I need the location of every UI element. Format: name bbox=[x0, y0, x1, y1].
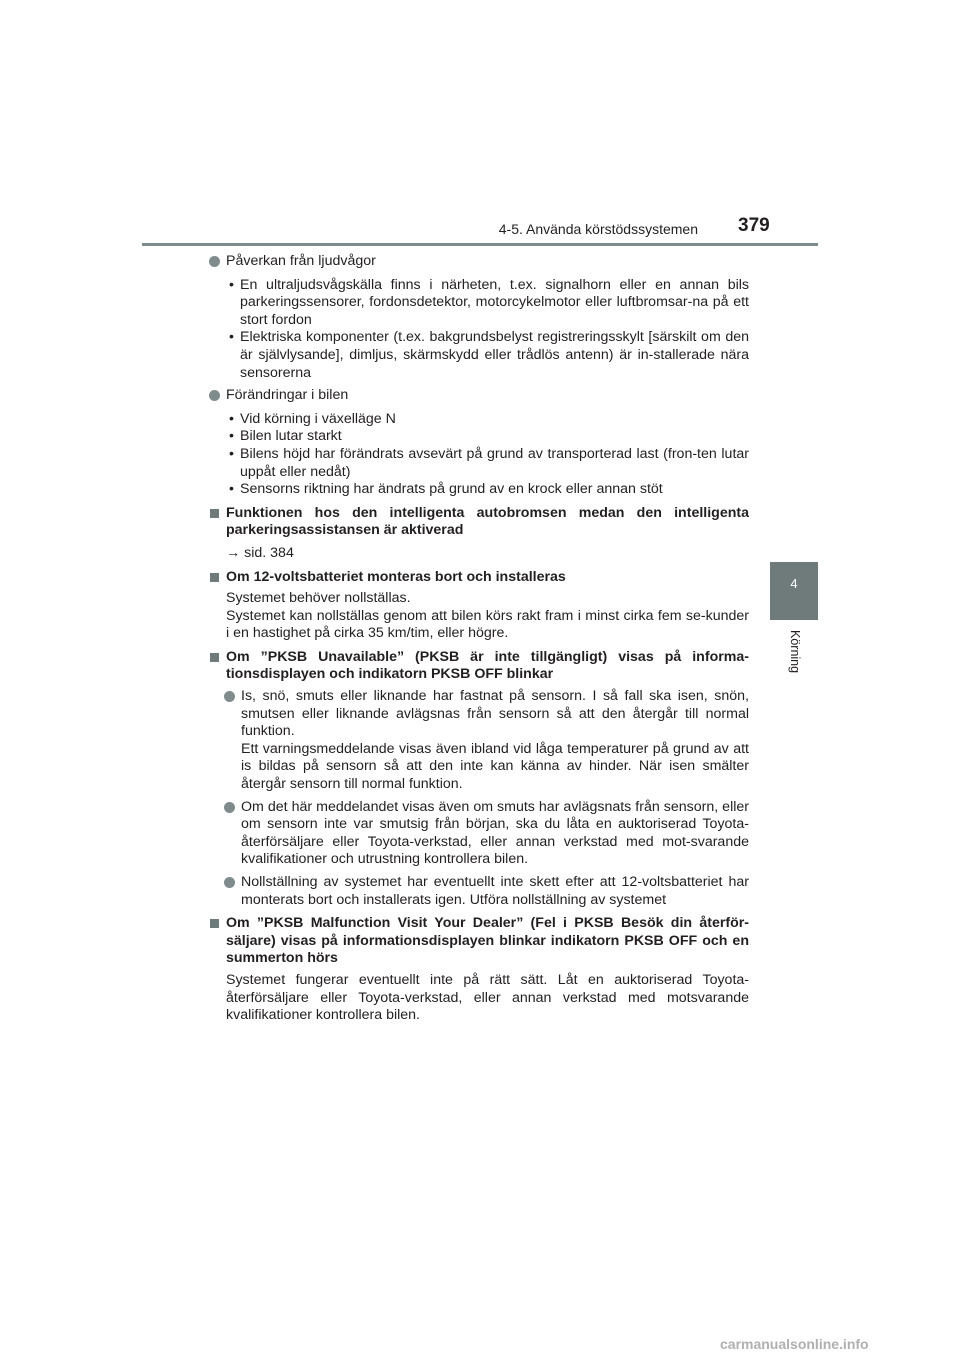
square-bullet-icon bbox=[210, 573, 219, 582]
round-bullet-icon bbox=[209, 256, 220, 267]
section-heading: Om 12-voltsbatteriet monteras bort och installeras bbox=[226, 568, 566, 585]
section-pksb-malfunction bbox=[209, 915, 749, 968]
bullet-sound-waves: Påverkan från ljudvågor bbox=[209, 253, 749, 271]
section-heading: Om ”PKSB Malfunction Visit Your Dealer” (Fel i PKSB Besök din återför-säljare) visas på informationsdisplayen blinkar indikatorn PKSB OFF och en summerton hörs bbox=[226, 915, 749, 967]
square-bullet-icon bbox=[210, 509, 219, 518]
bullet-ice-snow: Is, snö, smuts eller liknande har fastnat på sensorn. I så fall ska isen, snön, smutsen eller liknande avlägsnas från sensorn så att den återgår till normal funktion. Ett varningsmeddelande visas även ibland vid låga temperaturer på grund av att is bildas på sensorn så att den inte kan känna av hinder. När isen smälter återgår sensorn till normal funktion. bbox=[209, 688, 749, 794]
watermark: carmanualsonline.info bbox=[720, 1336, 869, 1352]
paragraph: Systemet fungerar eventuellt inte på rätt sätt. Låt en auktoriserad Toyota-återförsäljare eller Toyota-verkstad, eller annan verkstad med motsvarande kvalifikationer kontrollera bilen. bbox=[226, 971, 749, 1024]
list-item: • En ultraljudsvågskälla finns i närheten, t.ex. signalhorn eller en annan bils parkeringssensorer, fordonsdetektor, motorcykelmotor eller luftbromsar-na på ett stort fordon bbox=[229, 276, 749, 328]
square-bullet-icon bbox=[210, 653, 219, 662]
sound-waves-list bbox=[229, 277, 749, 383]
section-intelligent-autobrake bbox=[209, 505, 749, 540]
header-rule bbox=[142, 243, 818, 246]
round-bullet-icon bbox=[224, 802, 235, 813]
vehicle-changes-list bbox=[229, 411, 749, 499]
bullet-reset: Nollställning av systemet har eventuellt inte skett efter att 12-voltsbatteriet har monterats bort och installerats igen. Utföra nollställning av systemet bbox=[209, 874, 749, 909]
section-heading: Om ”PKSB Unavailable” (PKSB är inte tillgängligt) visas på informa-tionsdisplayen och indikatorn PKSB OFF blinkar bbox=[226, 648, 749, 683]
square-bullet-icon bbox=[210, 919, 219, 928]
list-item: • Elektriska komponenter (t.ex. bakgrundsbelyst registreringsskylt [särskilt om den är självlysande], dimljus, skärmskydd eller trådlös antenn) är in-stallerade nära sensorerna bbox=[229, 329, 749, 381]
paragraph: Systemet kan nollställas genom att bilen körs rakt fram i minst cirka fem se-kunder i en hastighet på cirka 35 km/tim, eller högre. bbox=[226, 607, 749, 642]
section-pksb-unavailable bbox=[209, 649, 749, 684]
list-item: • Sensorns riktning har ändrats på grund av en krock eller annan stöt bbox=[229, 481, 663, 498]
list-item: • Bilen lutar starkt bbox=[229, 428, 342, 445]
round-bullet-icon bbox=[224, 691, 235, 702]
page-number: 379 bbox=[738, 215, 770, 236]
page-content bbox=[209, 253, 749, 1025]
bullet-vehicle-changes: Förändringar i bilen bbox=[209, 387, 749, 405]
round-bullet-icon bbox=[209, 390, 220, 401]
chapter-title: 4-5. Använda körstödssystemen bbox=[498, 221, 698, 237]
bullet-dirt-removed: Om det här meddelandet visas även om smuts har avlägsnats från sensorn, eller om sensorn inte var smutsig från början, ska du låta en auktoriserad Toyota-återförsäljare eller Toyota-verkstad, eller annan verkstad med mot-svarande kvalifikationer och utrustning kontrollera bilen. bbox=[209, 799, 749, 869]
chapter-side-label: Körning bbox=[788, 630, 802, 674]
section-heading: Funktionen hos den intelligenta autobromsen medan den intelligenta parkeringsassistansen är aktiverad bbox=[226, 504, 749, 539]
paragraph: Systemet behöver nollställas. bbox=[226, 590, 411, 607]
list-item: • Vid körning i växelläge N bbox=[229, 410, 396, 427]
round-bullet-icon bbox=[224, 877, 235, 888]
page-reference[interactable]: → sid. 384 bbox=[226, 544, 294, 561]
arrow-right-icon: → bbox=[226, 544, 241, 561]
list-item: • Bilens höjd har förändrats avsevärt på grund av transporterad last (fron-ten lutar uppåt eller nedåt) bbox=[229, 445, 749, 480]
chapter-tab[interactable]: 4 bbox=[770, 562, 818, 620]
section-battery bbox=[209, 569, 749, 587]
